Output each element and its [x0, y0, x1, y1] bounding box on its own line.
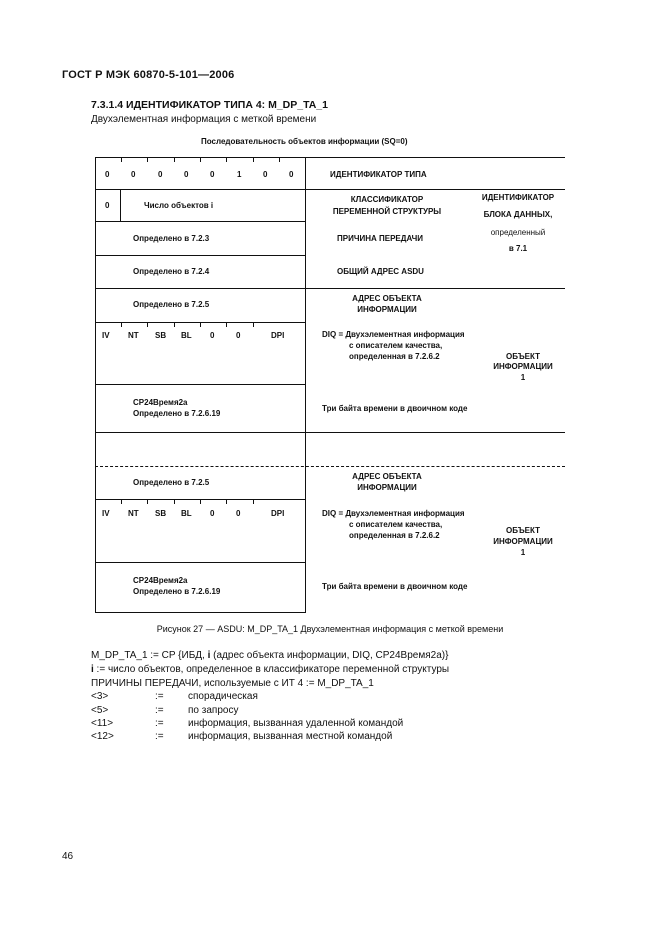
- flag-bl: BL: [181, 509, 192, 518]
- cause-text: информация, вызванная удаленной командой: [188, 718, 404, 729]
- flag-tick: [147, 499, 148, 504]
- bit-value: 1: [237, 170, 242, 179]
- bit-value: 0: [263, 170, 268, 179]
- i-variable: i: [91, 664, 94, 675]
- figure-bottom-border: [95, 612, 306, 613]
- ioa-definition: Определено в 7.2.5: [133, 478, 210, 487]
- duid-label-1: ИДЕНТИФИКАТОР: [481, 193, 555, 202]
- figure-column-divider: [305, 157, 306, 613]
- duid-label-4: в 7.1: [508, 244, 528, 253]
- flag-tick: [147, 322, 148, 327]
- ioa-label-1: АДРЕС ОБЪЕКТА: [352, 472, 422, 481]
- i-definition: := число объектов, определенное в классификаторе переменной структуры: [93, 664, 450, 675]
- duid-label-3: определенный: [490, 228, 546, 237]
- flag-iv: IV: [102, 331, 110, 340]
- diq-description-1: DIQ = Двухэлементная информация: [322, 509, 465, 518]
- ioa-label-2: ИНФОРМАЦИИ: [357, 483, 417, 492]
- diq-description-1: DIQ = Двухэлементная информация: [322, 330, 465, 339]
- ioa-label-1: АДРЕС ОБЪЕКТА: [352, 294, 422, 303]
- object-label-2: ИНФОРМАЦИИ: [493, 362, 553, 371]
- flag-bl: BL: [181, 331, 192, 340]
- bit-value: 0: [184, 170, 189, 179]
- time-tag-name: CP24Время2а: [133, 576, 188, 585]
- type-identifier-label: ИДЕНТИФИКАТОР ТИПА: [330, 170, 427, 179]
- definition-line-1: [91, 650, 448, 661]
- cause-text: по запросу: [188, 705, 239, 716]
- flag-sb: SB: [155, 331, 167, 340]
- bit-tick: [147, 157, 148, 162]
- row-divider: [95, 562, 306, 563]
- bit-tick: [121, 157, 122, 162]
- asdu-definition-rest: (адрес объекта информации, DIQ, CP24Время2а)}: [210, 650, 449, 661]
- ioa-definition: Определено в 7.2.5: [133, 300, 210, 309]
- cause-sep: :=: [155, 691, 164, 702]
- object-label-1: ОБЪЕКТ: [506, 526, 540, 535]
- number-of-objects: Число объектов i: [144, 201, 214, 210]
- sq-bit: 0: [105, 201, 110, 210]
- row-divider: [95, 221, 306, 222]
- sequence-title: Последовательность объектов информации (SQ=0): [201, 137, 408, 146]
- flag-tick: [200, 322, 201, 327]
- page-number: 46: [62, 851, 74, 862]
- time-tag-name: CP24Время2а: [133, 398, 188, 407]
- diq-description-3: определенная в 7.2.6.2: [349, 352, 440, 361]
- cause-text: спорадическая: [188, 691, 258, 702]
- flag-nt: NT: [128, 509, 139, 518]
- section-subtitle: Двухэлементная информация с меткой времени: [91, 114, 317, 125]
- duid-label-2: БЛОКА ДАННЫХ,: [483, 210, 553, 219]
- flag-tick: [226, 499, 227, 504]
- i-variable: i: [207, 650, 211, 661]
- row-divider: [95, 384, 306, 385]
- standard-header: ГОСТ Р МЭК 60870-5-101—2006: [62, 69, 235, 81]
- object-label-3: 1: [520, 373, 526, 382]
- time-tag-definition: Определено в 7.2.6.19: [133, 409, 221, 418]
- time-tag-definition: Определено в 7.2.6.19: [133, 587, 221, 596]
- bit-tick: [279, 157, 280, 162]
- bit-tick: [174, 157, 175, 162]
- object-label-3: 1: [520, 548, 526, 557]
- flag-zero: 0: [210, 331, 215, 340]
- row-divider: [95, 189, 565, 190]
- cause-of-transmission-label: ПРИЧИНА ПЕРЕДАЧИ: [337, 234, 423, 243]
- flag-tick: [121, 322, 122, 327]
- definition-line-2: [91, 664, 449, 675]
- bit-tick: [253, 157, 254, 162]
- bit-value: 0: [105, 170, 110, 179]
- ellipsis-divider: [95, 466, 565, 467]
- row-divider: [95, 255, 306, 256]
- bit-tick: [200, 157, 201, 162]
- row-divider: [95, 432, 565, 433]
- asdu-definition: M_DP_TA_1 := CP {ИБД,: [91, 650, 208, 661]
- cause-text: информация, вызванная местной командой: [188, 731, 393, 742]
- figure-top-border: [95, 157, 565, 158]
- flag-tick: [253, 322, 254, 327]
- cause-code: <12>: [91, 731, 114, 742]
- row-divider: [95, 288, 565, 289]
- cot-definition: Определено в 7.2.3: [133, 234, 210, 243]
- cause-code: <5>: [91, 705, 109, 716]
- flag-tick: [253, 499, 254, 504]
- bit-value: 0: [210, 170, 215, 179]
- flag-zero: 0: [236, 331, 241, 340]
- time-tag-description: Три байта времени в двоичном коде: [322, 582, 468, 591]
- flag-nt: NT: [128, 331, 139, 340]
- diq-description-2: с описателем качества,: [349, 341, 443, 350]
- flag-zero: 0: [210, 509, 215, 518]
- common-address-definition: Определено в 7.2.4: [133, 267, 210, 276]
- diq-description-3: определенная в 7.2.6.2: [349, 531, 440, 540]
- bit-value: 0: [158, 170, 163, 179]
- causes-heading: ПРИЧИНЫ ПЕРЕДАЧИ, используемые с ИТ 4 := M_DP_TA_1: [91, 678, 374, 689]
- flag-tick: [174, 499, 175, 504]
- bit-value: 0: [131, 170, 136, 179]
- flag-sb: SB: [155, 509, 167, 518]
- flag-tick: [226, 322, 227, 327]
- flag-dpi: DPI: [271, 331, 285, 340]
- flag-tick: [174, 322, 175, 327]
- vsq-label-2: ПЕРЕМЕННОЙ СТРУКТУРЫ: [332, 207, 442, 216]
- section-title: 7.3.1.4 ИДЕНТИФИКАТОР ТИПА 4: M_DP_TA_1: [91, 99, 328, 111]
- figure-caption: Рисунок 27 — ASDU: M_DP_TA_1 Двухэлементная информация с меткой времени: [156, 624, 504, 634]
- flag-tick: [200, 499, 201, 504]
- object-label-2: ИНФОРМАЦИИ: [493, 537, 553, 546]
- flag-zero: 0: [236, 509, 241, 518]
- cause-sep: :=: [155, 731, 164, 742]
- bit-value: 0: [289, 170, 294, 179]
- time-tag-description: Три байта времени в двоичном коде: [322, 404, 468, 413]
- ioa-label-2: ИНФОРМАЦИИ: [357, 305, 417, 314]
- object-label-1: ОБЪЕКТ: [506, 352, 540, 361]
- cause-sep: :=: [155, 718, 164, 729]
- flag-tick: [121, 499, 122, 504]
- bit-tick: [226, 157, 227, 162]
- cause-code: <11>: [91, 718, 114, 729]
- cause-code: <3>: [91, 691, 109, 702]
- flag-dpi: DPI: [271, 509, 285, 518]
- cause-sep: :=: [155, 705, 164, 716]
- figure-left-border: [95, 157, 96, 613]
- diq-description-2: с описателем качества,: [349, 520, 443, 529]
- vsq-label-1: КЛАССИФИКАТОР: [350, 195, 424, 204]
- sq-divider: [120, 189, 121, 222]
- common-address-label: ОБЩИЙ АДРЕС ASDU: [337, 267, 424, 276]
- flag-iv: IV: [102, 509, 110, 518]
